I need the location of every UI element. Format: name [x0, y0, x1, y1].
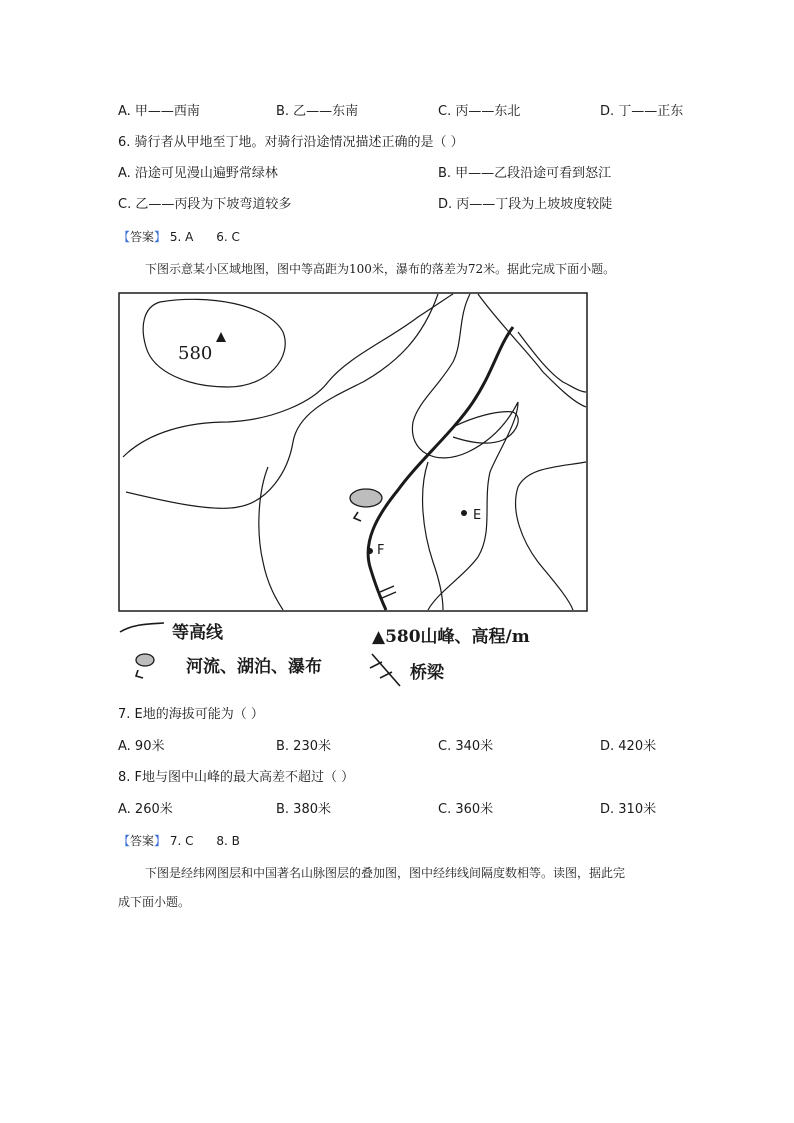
q6-option-a: A. 沿途可见漫山遍野常绿林: [118, 166, 278, 181]
q7-stem: 7. E地的海拔可能为（ ）: [118, 707, 264, 722]
contour-map-svg: [118, 292, 588, 612]
q7-option-d: D. 420米: [600, 739, 657, 754]
graticule-intro-line2: 成下面小题。: [118, 895, 191, 909]
bridge-legend-icon: [366, 652, 406, 688]
answer-bracket-close: 】: [154, 230, 167, 244]
waterfall-legend-icon: [136, 670, 143, 678]
q8-option-d: D. 310米: [600, 802, 657, 817]
q8-option-c: C. 360米: [438, 802, 494, 817]
peak-elevation-label: 580: [178, 343, 213, 364]
map-intro: 下图示意某小区域地图，图中等高距为100米，瀑布的落差为72米。据此完成下面小题。: [145, 262, 616, 276]
contour-map: [118, 292, 588, 612]
answer-bracket-open: 【: [118, 230, 131, 244]
answer-text: 7. C 8. B: [169, 834, 240, 848]
q8-option-b: B. 380米: [276, 802, 331, 817]
q6-option-c: C. 乙——丙段为下坡弯道较多: [118, 197, 292, 212]
q7-option-b: B. 230米: [276, 739, 331, 754]
answer-block-2: [118, 832, 240, 850]
point-f-dot: [367, 548, 373, 554]
q5-option-c: C. 丙——东北: [438, 104, 521, 119]
contour-legend-icon: [120, 623, 164, 632]
legend-peak: ▲580山峰、高程/m: [372, 627, 530, 647]
answer-text: 5. A 6. C: [169, 230, 240, 244]
answer-bracket-close: 】: [154, 834, 167, 848]
legend-water: 河流、湖泊、瀑布: [186, 657, 322, 677]
point-e-dot: [461, 510, 467, 516]
q5-option-d: D. 丁——正东: [600, 104, 684, 119]
point-e-label: E: [473, 508, 482, 523]
answer-bracket-open: 【: [118, 834, 131, 848]
legend-contour: 等高线: [172, 623, 223, 643]
q6-option-d: D. 丙——丁段为上坡坡度较陡: [438, 197, 613, 212]
q8-stem: 8. F地与图中山峰的最大高差不超过（ ）: [118, 770, 355, 785]
q6-stem: 6. 骑行者从甲地至丁地。对骑行沿途情况描述正确的是（ ）: [118, 135, 464, 150]
legend-bridge: 桥梁: [410, 663, 444, 683]
legend-symbols: [118, 618, 178, 688]
q5-option-b: B. 乙——东南: [276, 104, 359, 119]
q7-option-a: A. 90米: [118, 739, 165, 754]
q6-option-b: B. 甲——乙段沿途可看到怒江: [438, 166, 612, 181]
graticule-intro-line1: 下图是经纬网图层和中国著名山脉图层的叠加图，图中经纬线间隔度数相等。读图，据此完: [145, 866, 626, 880]
q5-option-a: A. 甲——西南: [118, 104, 200, 119]
answer-label: 答案: [130, 834, 155, 848]
lake: [350, 489, 382, 507]
lake-legend-icon: [136, 654, 154, 666]
answer-label: 答案: [130, 230, 155, 244]
answer-block-1: [118, 228, 240, 246]
q8-option-a: A. 260米: [118, 802, 173, 817]
point-f-label: F: [377, 543, 385, 558]
q7-option-c: C. 340米: [438, 739, 494, 754]
